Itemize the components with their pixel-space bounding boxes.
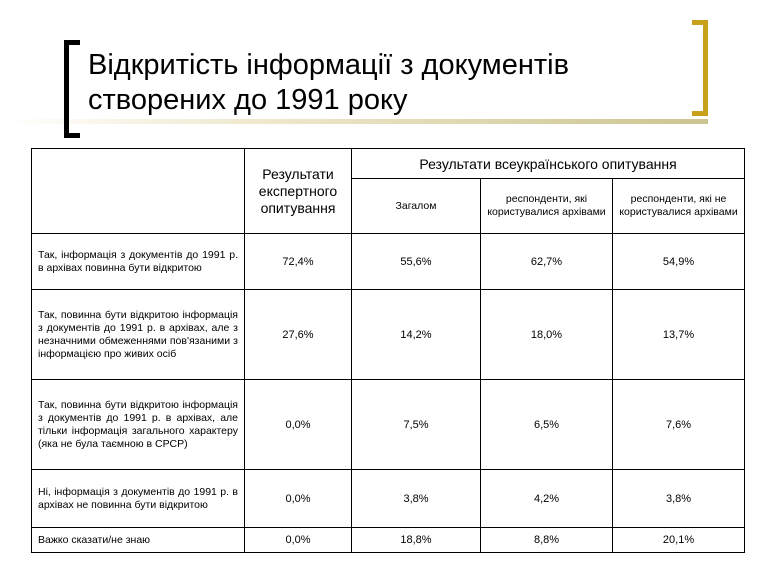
row-question: Ні, інформація з документів до 1991 р. в архівах не повинна бути відкритою <box>32 470 245 528</box>
subheader-non-archive-users: респонденти, які не користувалися архівами <box>613 179 745 234</box>
title-underline <box>0 119 708 124</box>
table-row <box>32 470 745 528</box>
table-row <box>32 234 745 290</box>
slide-title-line-2: створених до 1991 року <box>88 84 408 116</box>
value-archive-users: 6,5% <box>481 380 613 470</box>
right-bracket-decoration <box>692 20 708 116</box>
value-total: 7,5% <box>352 380 481 470</box>
value-archive-users: 4,2% <box>481 470 613 528</box>
table-row <box>32 528 745 553</box>
value-expert: 0,0% <box>245 380 352 470</box>
row-question: Так, повинна бути відкритою інформація з документів до 1991 р. в архівах, але тільки інформація загального характеру (яка не була таємною в СРСР) <box>32 380 245 470</box>
table-corner-cell <box>32 149 245 234</box>
subheader-total: Загалом <box>352 179 481 234</box>
value-non-archive-users: 13,7% <box>613 290 745 380</box>
subheader-archive-users: респонденти, які користувалися архівами <box>481 179 613 234</box>
value-expert: 72,4% <box>245 234 352 290</box>
slide-title <box>88 48 688 118</box>
value-total: 18,8% <box>352 528 481 553</box>
value-expert: 0,0% <box>245 470 352 528</box>
survey-results-table <box>31 148 745 553</box>
left-bracket-decoration <box>64 40 80 138</box>
value-archive-users: 8,8% <box>481 528 613 553</box>
value-archive-users: 18,0% <box>481 290 613 380</box>
value-archive-users: 62,7% <box>481 234 613 290</box>
value-expert: 27,6% <box>245 290 352 380</box>
table-header-row <box>32 149 745 179</box>
value-non-archive-users: 3,8% <box>613 470 745 528</box>
slide-title-line-1: Відкритість інформації з документів <box>88 49 570 81</box>
row-question: Так, інформація з документів до 1991 р. в архівах повинна бути відкритою <box>32 234 245 290</box>
header-expert-survey: Результати експертного опитування <box>245 149 352 234</box>
value-total: 14,2% <box>352 290 481 380</box>
value-non-archive-users: 7,6% <box>613 380 745 470</box>
row-question: Важко сказати/не знаю <box>32 528 245 553</box>
value-total: 55,6% <box>352 234 481 290</box>
value-total: 3,8% <box>352 470 481 528</box>
value-non-archive-users: 20,1% <box>613 528 745 553</box>
header-national-survey: Результати всеукраїнського опитування <box>352 149 745 179</box>
row-question: Так, повинна бути відкритою інформація з документів до 1991 р. в архівах, але з незначними обмеженнями пов'язаними з інформацією про живих осіб <box>32 290 245 380</box>
value-expert: 0,0% <box>245 528 352 553</box>
table-row <box>32 380 745 470</box>
table-row <box>32 290 745 380</box>
value-non-archive-users: 54,9% <box>613 234 745 290</box>
